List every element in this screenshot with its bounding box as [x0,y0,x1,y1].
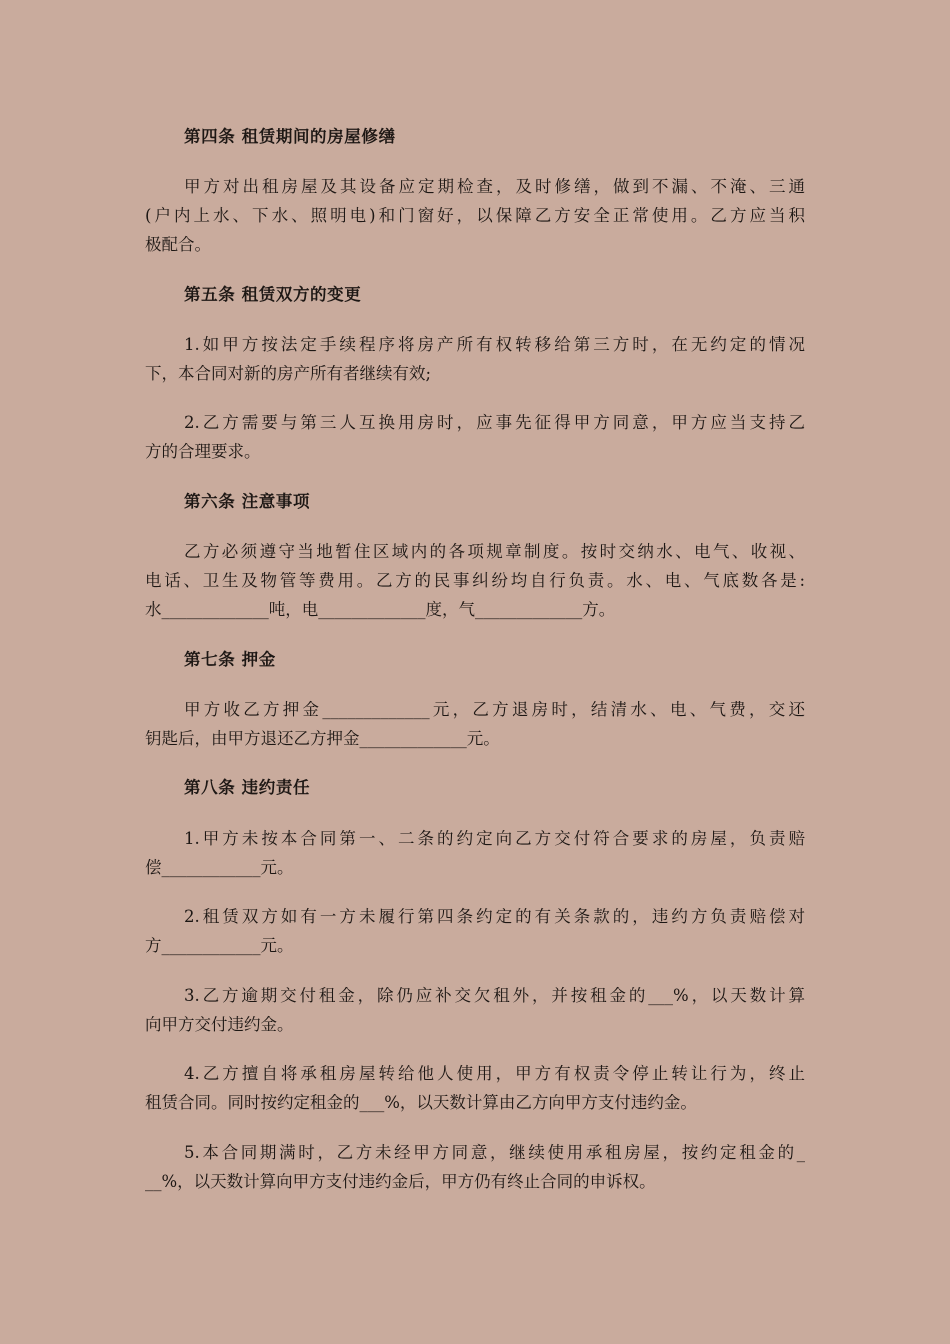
section-6-heading: 第六条 注意事项 [184,492,311,511]
text-line: 向甲方交付违约金。 [145,1015,294,1034]
text-line: 甲方收乙方押金_____________元，乙方退房时，结清水、电、气费，交还 [184,700,805,719]
section-8-paragraph-3 [145,981,805,1039]
text-line: 5.本合同期满时，乙方未经甲方同意，继续使用承租房屋，按约定租金的_ [184,1143,805,1162]
text-line: 1.甲方未按本合同第一、二条的约定向乙方交付符合要求的房屋，负责赔 [184,829,805,848]
text-line: 甲方对出租房屋及其设备应定期检查，及时修缮，做到不漏、不淹、三通 [184,177,805,196]
section-5-heading: 第五条 租赁双方的变更 [184,285,362,304]
section-8-paragraph-4 [145,1059,805,1117]
section-7-paragraph [145,695,805,753]
text-line: 方____________元。 [145,936,294,955]
text-line: 下，本合同对新的房产所有者继续有效; [145,364,432,383]
text-line: 2.乙方需要与第三人互换用房时，应事先征得甲方同意，甲方应当支持乙 [184,413,805,432]
text-line: 方的合理要求。 [145,442,261,461]
section-8-paragraph-5 [145,1138,805,1196]
text-line: 钥匙后，由甲方退还乙方押金_____________元。 [145,729,500,748]
section-7-heading: 第七条 押金 [184,650,276,669]
text-line: 2.租赁双方如有一方未履行第四条约定的有关条款的，违约方负责赔偿对 [184,907,805,926]
text-line: 4.乙方擅自将承租房屋转给他人使用，甲方有权责令停止转让行为，终止 [184,1064,805,1083]
section-4-heading: 第四条 租赁期间的房屋修缮 [184,127,396,146]
text-line: __%，以天数计算向甲方支付违约金后，甲方仍有终止合同的申诉权。 [145,1172,656,1191]
section-5-paragraph-2 [145,408,805,466]
text-line: 租赁合同。同时按约定租金的___%，以天数计算由乙方向甲方支付违约金。 [145,1093,697,1112]
section-8-heading: 第八条 违约责任 [184,778,311,797]
section-5-paragraph-1 [145,330,805,388]
section-4-paragraph [145,172,805,259]
text-line: 极配合。 [145,235,211,254]
text-line: 3.乙方逾期交付租金，除仍应补交欠租外，并按租金的___%，以天数计算 [184,986,805,1005]
text-line: (户内上水、下水、照明电)和门窗好，以保障乙方安全正常使用。乙方应当积 [145,206,805,225]
text-line: 偿____________元。 [145,858,294,877]
text-line: 1.如甲方按法定手续程序将房产所有权转移给第三方时，在无约定的情况 [184,335,805,354]
text-line: 电话、卫生及物管等费用。乙方的民事纠纷均自行负责。水、电、气底数各是: [145,571,805,590]
text-line: 乙方必须遵守当地暂住区域内的各项规章制度。按时交纳水、电气、收视、 [184,542,805,561]
text-line: 水_____________吨，电_____________度，气_____________方。 [145,600,616,619]
section-8-paragraph-1 [145,824,805,882]
section-6-paragraph [145,537,805,624]
section-8-paragraph-2 [145,902,805,960]
